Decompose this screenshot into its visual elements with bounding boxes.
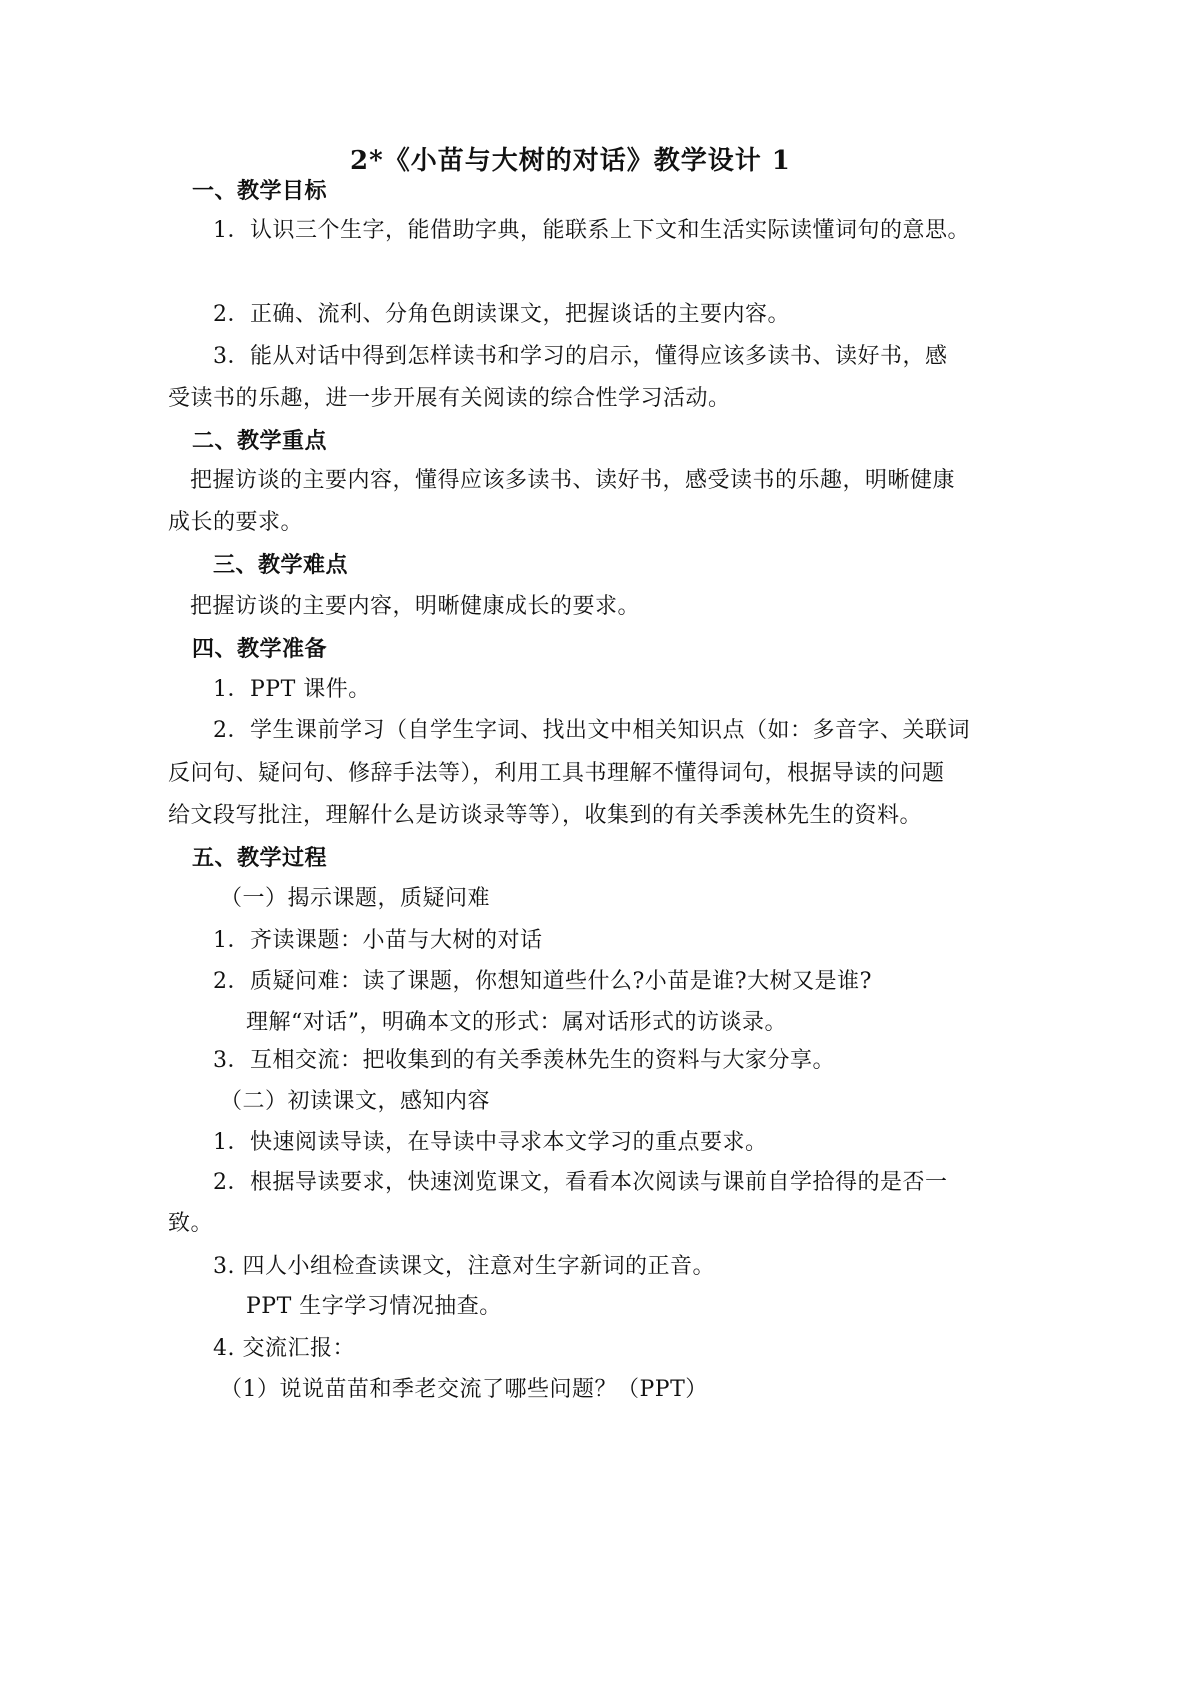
process-part-1-item-2-line-1: 2．质疑问难：读了课题，你想知道些什么?小苗是谁?大树又是谁? — [213, 969, 872, 994]
keypoints-line-1: 把握访谈的主要内容，懂得应该多读书、读好书，感受读书的乐趣，明晰健康 — [190, 468, 956, 493]
process-part-2-item-2-line-2: 致。 — [168, 1211, 214, 1236]
preparation-item-1: 1．PPT 课件。 — [213, 677, 371, 702]
preparation-item-2-line-3: 给文段写批注，理解什么是访谈录等等），收集到的有关季羡林先生的资料。 — [168, 803, 923, 828]
process-part-2-item-4-sub-1: （1）说说苗苗和季老交流了哪些问题？（PPT） — [220, 1377, 708, 1402]
process-part-1-heading: （一）揭示课题，质疑问难 — [220, 886, 491, 911]
process-part-2-item-4: 4. 交流汇报： — [213, 1336, 355, 1361]
process-part-2-item-3-line-2: PPT 生字学习情况抽查。 — [246, 1294, 502, 1319]
process-part-2-heading: （二）初读课文，感知内容 — [220, 1089, 491, 1114]
preparation-item-2-line-1: 2．学生课前学习（自学生字词、找出文中相关知识点（如：多音字、关联词 — [213, 718, 970, 743]
goal-item-3-line-1: 3．能从对话中得到怎样读书和学习的启示，懂得应该多读书、读好书，感 — [213, 344, 948, 369]
process-part-1-item-2-line-2: 理解“对话”，明确本文的形式：属对话形式的访谈录。 — [246, 1010, 787, 1035]
preparation-item-2-line-2: 反问句、疑问句、修辞手法等），利用工具书理解不懂得词句，根据导读的问题 — [168, 761, 945, 786]
goal-item-2: 2．正确、流利、分角色朗读课文，把握谈话的主要内容。 — [213, 302, 790, 327]
section-heading-goals: 一、教学目标 — [192, 178, 328, 204]
goal-item-3-line-2: 受读书的乐趣，进一步开展有关阅读的综合性学习活动。 — [168, 386, 731, 411]
keypoints-line-2: 成长的要求。 — [168, 510, 304, 535]
difficulties-line-1: 把握访谈的主要内容，明晰健康成长的要求。 — [190, 594, 641, 619]
section-heading-preparation: 四、教学准备 — [192, 636, 328, 662]
goal-item-1: 1．认识三个生字，能借助字典，能联系上下文和生活实际读懂词句的意思。 — [213, 218, 970, 243]
section-heading-keypoints: 二、教学重点 — [192, 428, 328, 454]
document-title: 2*《小苗与大树的对话》教学设计 1 — [350, 146, 791, 176]
process-part-2-item-3-line-1: 3. 四人小组检查读课文，注意对生字新词的正音。 — [213, 1254, 715, 1279]
process-part-2-item-1: 1．快速阅读导读，在导读中寻求本文学习的重点要求。 — [213, 1130, 768, 1155]
process-part-2-item-2-line-1: 2．根据导读要求，快速浏览课文，看看本次阅读与课前自学拾得的是否一 — [213, 1170, 948, 1195]
process-part-1-item-3: 3．互相交流：把收集到的有关季羡林先生的资料与大家分享。 — [213, 1048, 835, 1073]
process-part-1-item-1: 1．齐读课题：小苗与大树的对话 — [213, 928, 543, 953]
section-heading-difficulties: 三、教学难点 — [213, 552, 349, 578]
section-heading-process: 五、教学过程 — [192, 845, 328, 871]
